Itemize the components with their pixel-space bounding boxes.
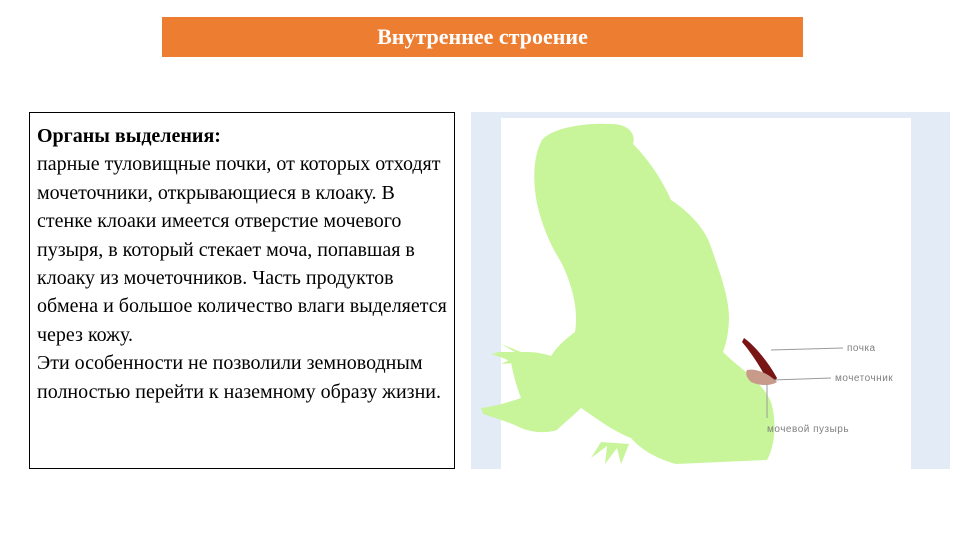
description-box xyxy=(29,112,455,469)
frog-diagram xyxy=(471,112,950,469)
slide-title: Внутреннее строение xyxy=(377,24,588,49)
section-heading: Органы выделения: xyxy=(37,125,221,147)
frog-body-silhouette xyxy=(481,124,774,464)
frog-hind-foot xyxy=(591,442,629,464)
ureter-leader-line xyxy=(773,378,831,380)
ureter-label: мочеточник xyxy=(835,373,894,384)
title-banner xyxy=(162,17,803,57)
conclusion-paragraph: Эти особенности не позволили земноводным полностью перейти к наземному образу жизни. xyxy=(37,352,441,403)
kidney-leader-line xyxy=(771,348,843,350)
kidney-label: почка xyxy=(847,343,876,354)
frog-anatomy-figure xyxy=(471,112,950,469)
bladder-label: мочевой пузырь xyxy=(767,424,850,435)
description-paragraph: парные туловищные почки, от которых отходят мочеточники, открывающиеся в клоаку. В стенке клоаки имеется отверстие мочевого пузыря, в который стекает моча, попавшая в клоаку из мочеточников. Часть продуктов обмена и большое количество влаги выделяется через кожу. xyxy=(37,153,447,346)
